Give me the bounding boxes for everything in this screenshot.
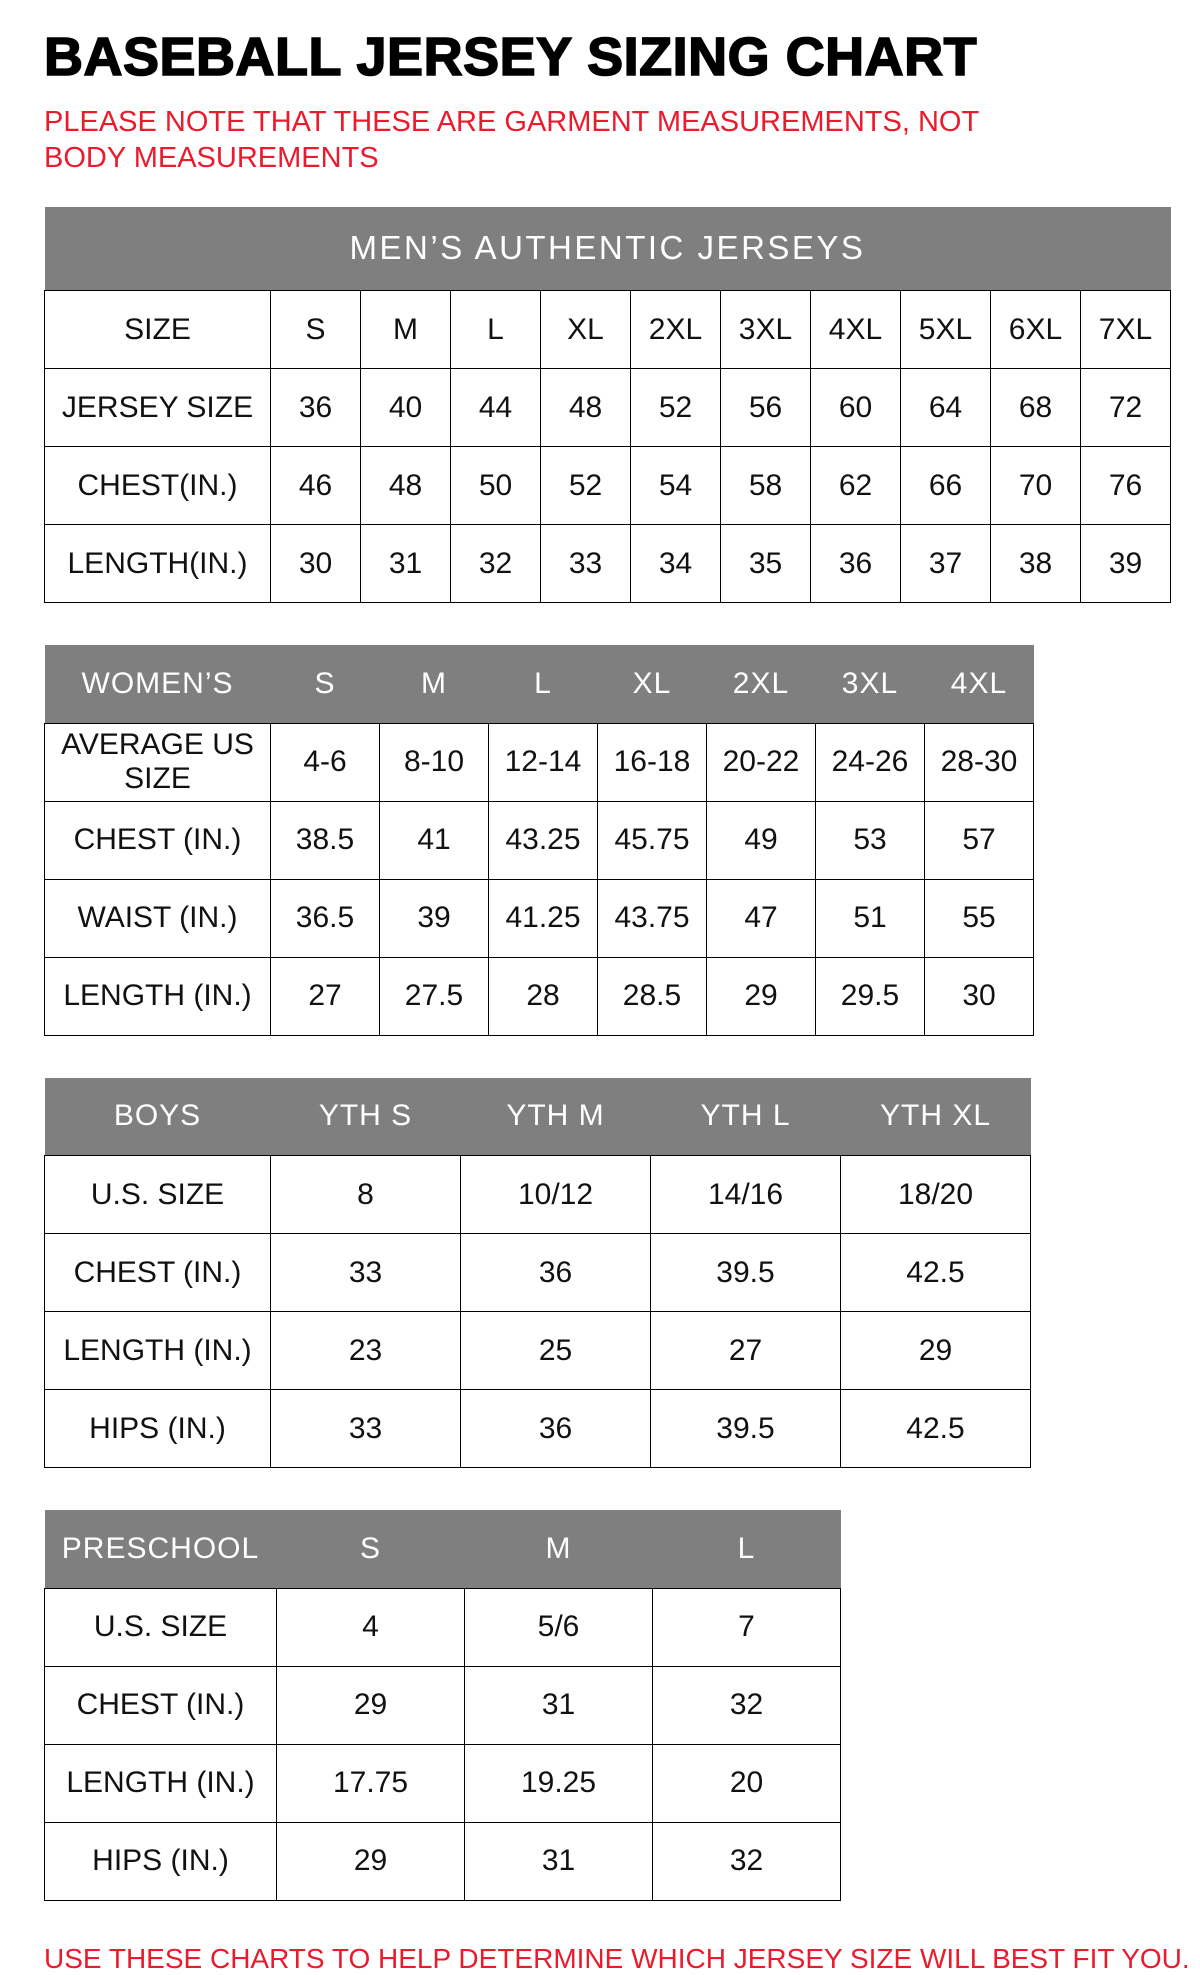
boys-value-cell: 8 xyxy=(271,1156,461,1234)
mens-value-cell: 6XL xyxy=(991,291,1081,369)
mens-value-cell: 35 xyxy=(721,525,811,603)
mens-value-cell: L xyxy=(451,291,541,369)
preschool-header-cell: M xyxy=(465,1510,653,1588)
womens-row xyxy=(45,723,1034,801)
mens-value-cell: M xyxy=(361,291,451,369)
boys-size-table xyxy=(44,1078,1031,1469)
womens-header-cell: 2XL xyxy=(707,645,816,723)
womens-value-cell: 28 xyxy=(489,957,598,1035)
womens-value-cell: 57 xyxy=(925,801,1034,879)
womens-value-cell: 41 xyxy=(380,801,489,879)
womens-header-cell: S xyxy=(271,645,380,723)
boys-value-cell: 42.5 xyxy=(841,1390,1031,1468)
preschool-row xyxy=(45,1666,841,1744)
boys-value-cell: 18/20 xyxy=(841,1156,1031,1234)
womens-row-label: WAIST (IN.) xyxy=(45,879,271,957)
womens-value-cell: 24-26 xyxy=(816,723,925,801)
womens-value-cell: 4-6 xyxy=(271,723,380,801)
mens-value-cell: 62 xyxy=(811,447,901,525)
womens-header-cell: 3XL xyxy=(816,645,925,723)
preschool-value-cell: 17.75 xyxy=(277,1744,465,1822)
womens-table-section xyxy=(44,645,1180,1036)
boys-value-cell: 14/16 xyxy=(651,1156,841,1234)
mens-value-cell: 3XL xyxy=(721,291,811,369)
mens-value-cell: 52 xyxy=(631,369,721,447)
mens-value-cell: 33 xyxy=(541,525,631,603)
preschool-row xyxy=(45,1588,841,1666)
mens-value-cell: 52 xyxy=(541,447,631,525)
boys-header-cell: YTH S xyxy=(271,1078,461,1156)
mens-value-cell: 2XL xyxy=(631,291,721,369)
womens-value-cell: 27 xyxy=(271,957,380,1035)
mens-value-cell: 40 xyxy=(361,369,451,447)
womens-value-cell: 30 xyxy=(925,957,1034,1035)
boys-value-cell: 25 xyxy=(461,1312,651,1390)
womens-header-cell: 4XL xyxy=(925,645,1034,723)
boys-value-cell: 42.5 xyxy=(841,1234,1031,1312)
preschool-value-cell: 31 xyxy=(465,1666,653,1744)
mens-banner-row xyxy=(45,207,1171,291)
womens-value-cell: 29.5 xyxy=(816,957,925,1035)
boys-value-cell: 36 xyxy=(461,1234,651,1312)
boys-row xyxy=(45,1078,1031,1156)
boys-row-label: LENGTH (IN.) xyxy=(45,1312,271,1390)
preschool-row-label: LENGTH (IN.) xyxy=(45,1744,277,1822)
womens-header-cell: WOMEN’S xyxy=(45,645,271,723)
mens-value-cell: XL xyxy=(541,291,631,369)
mens-value-cell: 37 xyxy=(901,525,991,603)
womens-value-cell: 53 xyxy=(816,801,925,879)
preschool-table-section xyxy=(44,1510,1180,1901)
womens-row xyxy=(45,879,1034,957)
boys-value-cell: 39.5 xyxy=(651,1234,841,1312)
womens-row-label: AVERAGE US SIZE xyxy=(45,723,271,801)
boys-header-cell: BOYS xyxy=(45,1078,271,1156)
womens-size-table xyxy=(44,645,1034,1036)
womens-value-cell: 43.75 xyxy=(598,879,707,957)
boys-row xyxy=(45,1234,1031,1312)
mens-value-cell: 50 xyxy=(451,447,541,525)
boys-header-cell: YTH M xyxy=(461,1078,651,1156)
mens-table-banner: MEN’S AUTHENTIC JERSEYS xyxy=(45,207,1171,291)
womens-value-cell: 55 xyxy=(925,879,1034,957)
mens-value-cell: 68 xyxy=(991,369,1081,447)
mens-row-label: LENGTH(IN.) xyxy=(45,525,271,603)
mens-value-cell: 60 xyxy=(811,369,901,447)
boys-value-cell: 36 xyxy=(461,1390,651,1468)
womens-value-cell: 28.5 xyxy=(598,957,707,1035)
womens-value-cell: 20-22 xyxy=(707,723,816,801)
boys-header-cell: YTH XL xyxy=(841,1078,1031,1156)
preschool-header-cell: L xyxy=(653,1510,841,1588)
mens-value-cell: 48 xyxy=(361,447,451,525)
mens-row xyxy=(45,525,1171,603)
mens-value-cell: 58 xyxy=(721,447,811,525)
mens-value-cell: 76 xyxy=(1081,447,1171,525)
mens-value-cell: 31 xyxy=(361,525,451,603)
preschool-value-cell: 29 xyxy=(277,1822,465,1900)
boys-row-label: U.S. SIZE xyxy=(45,1156,271,1234)
womens-row-label: LENGTH (IN.) xyxy=(45,957,271,1035)
boys-table-section xyxy=(44,1078,1180,1469)
mens-row-label: CHEST(IN.) xyxy=(45,447,271,525)
preschool-size-table xyxy=(44,1510,841,1901)
mens-value-cell: 32 xyxy=(451,525,541,603)
preschool-value-cell: 5/6 xyxy=(465,1588,653,1666)
preschool-value-cell: 4 xyxy=(277,1588,465,1666)
preschool-row xyxy=(45,1822,841,1900)
mens-value-cell: 66 xyxy=(901,447,991,525)
boys-row xyxy=(45,1156,1031,1234)
page-title: BASEBALL JERSEY SIZING CHART xyxy=(44,27,978,87)
preschool-row-label: CHEST (IN.) xyxy=(45,1666,277,1744)
boys-value-cell: 33 xyxy=(271,1234,461,1312)
preschool-row xyxy=(45,1510,841,1588)
mens-value-cell: 54 xyxy=(631,447,721,525)
womens-value-cell: 45.75 xyxy=(598,801,707,879)
womens-value-cell: 27.5 xyxy=(380,957,489,1035)
preschool-value-cell: 29 xyxy=(277,1666,465,1744)
preschool-row-label: U.S. SIZE xyxy=(45,1588,277,1666)
womens-row xyxy=(45,645,1034,723)
mens-value-cell: 7XL xyxy=(1081,291,1171,369)
womens-value-cell: 16-18 xyxy=(598,723,707,801)
womens-value-cell: 39 xyxy=(380,879,489,957)
mens-value-cell: 39 xyxy=(1081,525,1171,603)
womens-value-cell: 12-14 xyxy=(489,723,598,801)
mens-value-cell: 64 xyxy=(901,369,991,447)
preschool-value-cell: 7 xyxy=(653,1588,841,1666)
womens-value-cell: 51 xyxy=(816,879,925,957)
mens-value-cell: S xyxy=(271,291,361,369)
womens-value-cell: 38.5 xyxy=(271,801,380,879)
womens-header-cell: L xyxy=(489,645,598,723)
garment-measurement-note: PLEASE NOTE THAT THESE ARE GARMENT MEASUREMENTS, NOT BODY MEASUREMENTS xyxy=(44,106,979,175)
mens-row xyxy=(45,291,1171,369)
boys-value-cell: 23 xyxy=(271,1312,461,1390)
preschool-value-cell: 31 xyxy=(465,1822,653,1900)
mens-table-section xyxy=(44,207,1180,604)
mens-value-cell: 38 xyxy=(991,525,1081,603)
preschool-row xyxy=(45,1744,841,1822)
womens-row xyxy=(45,957,1034,1035)
womens-value-cell: 47 xyxy=(707,879,816,957)
preschool-value-cell: 32 xyxy=(653,1822,841,1900)
mens-size-table xyxy=(44,207,1171,604)
mens-value-cell: 46 xyxy=(271,447,361,525)
mens-value-cell: 56 xyxy=(721,369,811,447)
mens-value-cell: 44 xyxy=(451,369,541,447)
womens-value-cell: 41.25 xyxy=(489,879,598,957)
womens-header-cell: XL xyxy=(598,645,707,723)
mens-value-cell: 34 xyxy=(631,525,721,603)
womens-value-cell: 49 xyxy=(707,801,816,879)
mens-value-cell: 36 xyxy=(271,369,361,447)
preschool-header-cell: PRESCHOOL xyxy=(45,1510,277,1588)
mens-value-cell: 5XL xyxy=(901,291,991,369)
boys-row-label: HIPS (IN.) xyxy=(45,1390,271,1468)
mens-value-cell: 48 xyxy=(541,369,631,447)
womens-header-cell: M xyxy=(380,645,489,723)
preschool-value-cell: 20 xyxy=(653,1744,841,1822)
mens-value-cell: 72 xyxy=(1081,369,1171,447)
boys-value-cell: 29 xyxy=(841,1312,1031,1390)
mens-row-label: SIZE xyxy=(45,291,271,369)
boys-value-cell: 39.5 xyxy=(651,1390,841,1468)
preschool-value-cell: 32 xyxy=(653,1666,841,1744)
womens-value-cell: 28-30 xyxy=(925,723,1034,801)
womens-value-cell: 43.25 xyxy=(489,801,598,879)
preschool-header-cell: S xyxy=(277,1510,465,1588)
mens-row-label: JERSEY SIZE xyxy=(45,369,271,447)
preschool-value-cell: 19.25 xyxy=(465,1744,653,1822)
boys-value-cell: 10/12 xyxy=(461,1156,651,1234)
womens-value-cell: 36.5 xyxy=(271,879,380,957)
mens-row xyxy=(45,369,1171,447)
mens-row xyxy=(45,447,1171,525)
boys-row xyxy=(45,1312,1031,1390)
boys-row-label: CHEST (IN.) xyxy=(45,1234,271,1312)
mens-value-cell: 30 xyxy=(271,525,361,603)
mens-value-cell: 4XL xyxy=(811,291,901,369)
mens-value-cell: 70 xyxy=(991,447,1081,525)
womens-row-label: CHEST (IN.) xyxy=(45,801,271,879)
womens-row xyxy=(45,801,1034,879)
boys-value-cell: 27 xyxy=(651,1312,841,1390)
boys-header-cell: YTH L xyxy=(651,1078,841,1156)
boys-value-cell: 33 xyxy=(271,1390,461,1468)
womens-value-cell: 29 xyxy=(707,957,816,1035)
boys-row xyxy=(45,1390,1031,1468)
mens-value-cell: 36 xyxy=(811,525,901,603)
sizing-chart-page xyxy=(44,26,1190,1975)
womens-value-cell: 8-10 xyxy=(380,723,489,801)
preschool-row-label: HIPS (IN.) xyxy=(45,1822,277,1900)
footer-text: USE THESE CHARTS TO HELP DETERMINE WHICH JERSEY SIZE WILL BEST FIT YOU. xyxy=(44,1942,1190,1974)
